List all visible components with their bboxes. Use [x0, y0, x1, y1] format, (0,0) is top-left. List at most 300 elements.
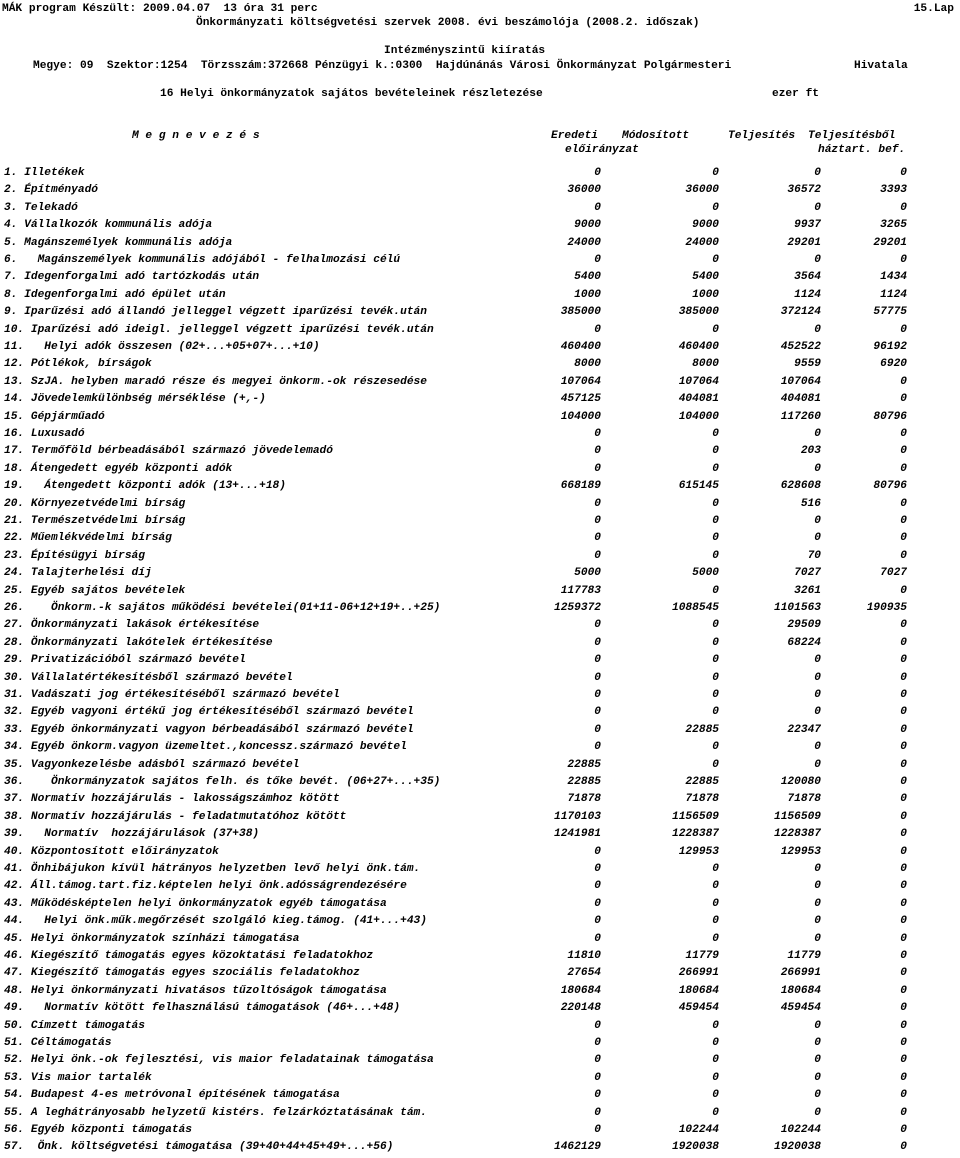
original-value: 0: [594, 654, 601, 667]
original-value: 0: [594, 462, 601, 475]
completion-value: 22347: [787, 723, 821, 736]
household-value: 0: [900, 1002, 907, 1015]
table-row: [0, 1019, 960, 1036]
modified-value: 8000: [692, 358, 719, 371]
household-value: 0: [900, 689, 907, 701]
original-value: 0: [594, 1106, 601, 1119]
table-row: [0, 810, 960, 827]
modified-value: 459454: [678, 1002, 719, 1015]
modified-value: 0: [712, 1054, 719, 1067]
original-value: 0: [594, 741, 601, 754]
modified-value: 0: [712, 462, 719, 475]
modified-value: 22885: [685, 723, 719, 736]
household-value: 0: [900, 1124, 907, 1136]
original-value: 0: [594, 201, 601, 214]
modified-value: 385000: [678, 306, 719, 319]
household-value: 0: [900, 967, 907, 980]
household-value: 0: [900, 863, 907, 875]
row-label: 15. Gépjárműadó: [4, 410, 105, 423]
modified-value: 0: [712, 915, 719, 928]
modified-value: 0: [712, 1019, 719, 1032]
table-row: [0, 201, 960, 218]
report-subtitle: Intézményszintű kiíratás: [384, 45, 546, 57]
table-row: [0, 879, 960, 896]
original-value: 5400: [574, 271, 601, 284]
modified-value: 266991: [678, 967, 719, 980]
modified-value: 5400: [692, 271, 719, 284]
modified-value: 0: [712, 584, 719, 597]
modified-value: 0: [712, 201, 719, 214]
row-label: 27. Önkormányzati lakások értékesítése: [4, 619, 260, 632]
household-value: 0: [900, 1019, 907, 1032]
completion-value: 516: [800, 497, 821, 510]
original-value: 0: [594, 549, 601, 562]
table-row: [0, 1001, 960, 1018]
row-label: 16. Luxusadó: [4, 428, 85, 440]
row-label: 25. Egyéb sajátos bevételek: [4, 584, 186, 597]
table-row: [0, 410, 960, 427]
household-value: 0: [900, 254, 907, 266]
row-label: 5. Magánszemélyek kommunális adója: [4, 236, 233, 249]
row-label: 10. Iparűzési adó ideigl. jelleggel végzett iparűzési tevék.után: [4, 323, 434, 336]
household-value: 0: [900, 810, 907, 823]
table-row: [0, 653, 960, 670]
modified-value: 0: [712, 428, 719, 440]
completion-value: 0: [814, 428, 821, 440]
row-label: 49. Normatív kötött felhasználású támogatások (46+...+48): [4, 1002, 401, 1015]
modified-value: 0: [712, 758, 719, 771]
modified-value: 71878: [685, 793, 719, 806]
modified-value: 180684: [678, 984, 719, 997]
original-value: 0: [594, 1071, 601, 1084]
row-label: 52. Helyi önk.-ok fejlesztési, vis maior feladatainak támogatása: [4, 1054, 434, 1067]
household-value: 0: [900, 671, 907, 684]
unit-label: ezer ft: [772, 88, 819, 100]
original-value: 117783: [560, 584, 601, 597]
modified-value: 0: [712, 671, 719, 684]
row-label: 47. Kiegészítő támogatás egyes szociális feladatokhoz: [4, 967, 360, 980]
table-row: [0, 392, 960, 409]
table-row: [0, 1036, 960, 1053]
row-label: 53. Vis maior tartalék: [4, 1071, 152, 1084]
completion-value: 459454: [780, 1002, 821, 1015]
modified-value: 1920038: [672, 1141, 719, 1154]
household-value: 0: [900, 706, 907, 719]
original-value: 22885: [567, 758, 601, 771]
modified-value: 1000: [692, 288, 719, 301]
row-label: 36. Önkormányzatok sajátos felh. és tőke bevét. (06+27+...+35): [4, 776, 441, 788]
household-value: 0: [900, 1089, 907, 1102]
table-title: 16 Helyi önkormányzatok sajátos bevételeinek részletezése: [160, 88, 543, 100]
modified-value: 0: [712, 1037, 719, 1049]
household-value: 80796: [873, 480, 907, 493]
completion-value: 0: [814, 897, 821, 910]
completion-value: 0: [814, 167, 821, 179]
modified-value: 0: [712, 445, 719, 458]
table-row: [0, 462, 960, 479]
row-label: 14. Jövedelemkülönbség mérséklése (+,-): [4, 393, 266, 406]
household-value: 0: [900, 1037, 907, 1049]
completion-value: 0: [814, 532, 821, 545]
table-row: [0, 253, 960, 270]
column-header-name: M e g n e v e z é s: [132, 130, 260, 142]
table-row: [0, 1123, 960, 1140]
original-value: 385000: [560, 306, 601, 319]
completion-value: 102244: [780, 1124, 821, 1136]
table-row: [0, 792, 960, 809]
table-row: [0, 531, 960, 548]
modified-value: 1088545: [672, 602, 719, 614]
household-value: 57775: [873, 306, 907, 319]
modified-value: 129953: [678, 845, 719, 858]
row-label: 41. Önhibájukon kívül hátrányos helyzetben levő helyi önk.tám.: [4, 863, 421, 875]
completion-value: 0: [814, 1054, 821, 1067]
modified-value: 9000: [692, 219, 719, 232]
original-value: 0: [594, 723, 601, 736]
household-value: 29201: [873, 236, 907, 249]
original-value: 0: [594, 497, 601, 510]
completion-value: 1228387: [774, 828, 821, 841]
completion-value: 0: [814, 462, 821, 475]
completion-value: 0: [814, 201, 821, 214]
row-label: 31. Vadászati jog értékesítéséből származó bevétel: [4, 689, 340, 701]
household-value: 0: [900, 445, 907, 458]
household-value: 0: [900, 1106, 907, 1119]
household-value: 0: [900, 462, 907, 475]
modified-value: 0: [712, 863, 719, 875]
household-value: 0: [900, 201, 907, 214]
household-value: 6920: [880, 358, 907, 371]
original-value: 0: [594, 706, 601, 719]
modified-value: 460400: [678, 341, 719, 353]
table-row: [0, 827, 960, 844]
original-value: 104000: [560, 410, 601, 423]
row-label: 7. Idegenforgalmi adó tartózkodás után: [4, 271, 260, 284]
original-value: 0: [594, 167, 601, 179]
report-main-title: Önkormányzati költségvetési szervek 2008. évi beszámolója (2008.2. időszak): [196, 17, 700, 29]
household-value: 0: [900, 880, 907, 893]
household-value: 0: [900, 636, 907, 649]
completion-value: 0: [814, 932, 821, 945]
modified-value: 107064: [678, 375, 719, 388]
completion-value: 1124: [794, 288, 821, 301]
table-row: [0, 601, 960, 618]
modified-value: 0: [712, 497, 719, 510]
modified-value: 0: [712, 254, 719, 266]
column-header-household-2: háztart. bef.: [818, 144, 906, 156]
completion-value: 0: [814, 706, 821, 719]
table-row: [0, 914, 960, 931]
row-label: 32. Egyéb vagyoni értékű jog értékesítéséből származó bevétel: [4, 706, 414, 719]
modified-value: 22885: [685, 776, 719, 788]
original-value: 5000: [574, 567, 601, 580]
table-row: [0, 984, 960, 1001]
completion-value: 129953: [780, 845, 821, 858]
table-row: [0, 1088, 960, 1105]
modified-value: 0: [712, 1089, 719, 1102]
completion-value: 70: [807, 549, 821, 562]
table-row: [0, 671, 960, 688]
original-value: 0: [594, 323, 601, 336]
household-value: 0: [900, 1054, 907, 1067]
modified-value: 0: [712, 1106, 719, 1119]
completion-value: 0: [814, 880, 821, 893]
table-row: [0, 740, 960, 757]
row-label: 55. A leghátrányosabb helyzetű kistérs. felzárkóztatásának tám.: [4, 1106, 427, 1119]
modified-value: 0: [712, 880, 719, 893]
row-label: 44. Helyi önk.műk.megőrzését szolgáló kieg.támog. (41+...+43): [4, 915, 427, 928]
row-label: 26. Önkorm.-k sajátos működési bevételei(01+11-06+12+19+..+25): [4, 602, 441, 614]
household-value: 0: [900, 1141, 907, 1154]
row-label: 3. Telekadó: [4, 201, 78, 214]
table-row: [0, 897, 960, 914]
household-value: 0: [900, 375, 907, 388]
row-label: 57. Önk. költségvetési támogatása (39+40+44+45+49+...+56): [4, 1141, 394, 1154]
household-value: 80796: [873, 410, 907, 423]
table-row: [0, 375, 960, 392]
table-row: [0, 288, 960, 305]
completion-value: 452522: [780, 341, 821, 353]
household-value: 0: [900, 828, 907, 841]
original-value: 180684: [560, 984, 601, 997]
original-value: 9000: [574, 219, 601, 232]
organization-suffix: Hivatala: [854, 60, 908, 72]
table-row: [0, 1053, 960, 1070]
completion-value: 36572: [787, 184, 821, 197]
completion-value: 1101563: [774, 602, 821, 614]
completion-value: 628608: [780, 480, 821, 493]
household-value: 0: [900, 950, 907, 962]
household-value: 3265: [880, 219, 907, 232]
household-value: 0: [900, 758, 907, 771]
modified-value: 0: [712, 897, 719, 910]
table-row: [0, 236, 960, 253]
household-value: 0: [900, 428, 907, 440]
completion-value: 0: [814, 1037, 821, 1049]
household-value: 0: [900, 584, 907, 597]
row-label: 30. Vállalatértékesítésből származó bevétel: [4, 671, 293, 684]
modified-value: 5000: [692, 567, 719, 580]
row-label: 43. Működésképtelen helyi önkormányzatok egyéb támogatása: [4, 897, 387, 910]
completion-value: 0: [814, 741, 821, 754]
household-value: 0: [900, 793, 907, 806]
table-row: [0, 183, 960, 200]
original-value: 0: [594, 636, 601, 649]
modified-value: 0: [712, 706, 719, 719]
original-value: 0: [594, 515, 601, 527]
completion-value: 0: [814, 1106, 821, 1119]
original-value: 0: [594, 689, 601, 701]
original-value: 0: [594, 915, 601, 928]
original-value: 0: [594, 1089, 601, 1102]
column-header-original-2: előirányzat: [565, 144, 639, 156]
original-value: 0: [594, 1124, 601, 1136]
completion-value: 0: [814, 654, 821, 667]
program-line: MÁK program Készült: 2009.04.07 13 óra 31 perc: [2, 3, 318, 15]
row-label: 11. Helyi adók összesen (02+...+05+07+...+10): [4, 341, 320, 353]
household-value: 0: [900, 897, 907, 910]
table-row: [0, 549, 960, 566]
original-value: 1000: [574, 288, 601, 301]
household-value: 0: [900, 393, 907, 406]
completion-value: 0: [814, 254, 821, 266]
modified-value: 36000: [685, 184, 719, 197]
row-label: 19. Átengedett központi adók (13+...+18): [4, 480, 286, 493]
completion-value: 7027: [794, 567, 821, 580]
modified-value: 0: [712, 549, 719, 562]
row-label: 42. Áll.támog.tart.fiz.képtelen helyi önk.adósságrendezésére: [4, 880, 407, 893]
household-value: 0: [900, 984, 907, 997]
original-value: 0: [594, 1054, 601, 1067]
original-value: 0: [594, 932, 601, 945]
table-row: [0, 305, 960, 322]
modified-value: 0: [712, 741, 719, 754]
household-value: 0: [900, 1071, 907, 1084]
completion-value: 1920038: [774, 1141, 821, 1154]
column-header-completion: Teljesítés: [728, 130, 796, 142]
original-value: 0: [594, 1037, 601, 1049]
table-row: [0, 357, 960, 374]
household-value: 1434: [880, 271, 907, 284]
table-row: [0, 497, 960, 514]
original-value: 0: [594, 428, 601, 440]
table-row: [0, 323, 960, 340]
modified-value: 0: [712, 515, 719, 527]
completion-value: 9937: [794, 219, 821, 232]
household-value: 0: [900, 323, 907, 336]
row-label: 46. Kiegészítő támogatás egyes közoktatási feladatokhoz: [4, 950, 374, 962]
household-value: 0: [900, 723, 907, 736]
page-number: 15.Lap: [913, 3, 954, 15]
row-label: 45. Helyi önkormányzatok színházi támogatása: [4, 932, 300, 945]
row-label: 1. Illetékek: [4, 167, 85, 179]
table-row: [0, 340, 960, 357]
table-row: [0, 775, 960, 792]
table-row: [0, 705, 960, 722]
household-value: 3393: [880, 184, 907, 197]
table-row: [0, 932, 960, 949]
completion-value: 9559: [794, 358, 821, 371]
completion-value: 0: [814, 863, 821, 875]
row-label: 33. Egyéb önkormányzati vagyon bérbeadásából származó bevétel: [4, 723, 414, 736]
completion-value: 372124: [780, 306, 821, 319]
completion-value: 0: [814, 323, 821, 336]
original-value: 0: [594, 1019, 601, 1032]
modified-value: 0: [712, 636, 719, 649]
completion-value: 0: [814, 671, 821, 684]
table-row: [0, 688, 960, 705]
original-value: 0: [594, 619, 601, 632]
original-value: 457125: [560, 393, 601, 406]
row-label: 17. Termőföld bérbeadásából származó jövedelemadó: [4, 445, 333, 458]
table-row: [0, 1071, 960, 1088]
modified-value: 0: [712, 689, 719, 701]
row-label: 22. Műemlékvédelmi bírság: [4, 532, 172, 545]
household-value: 0: [900, 515, 907, 527]
household-value: 0: [900, 497, 907, 510]
household-value: 0: [900, 845, 907, 858]
household-value: 0: [900, 619, 907, 632]
table-row: [0, 566, 960, 583]
table-row: [0, 444, 960, 461]
row-label: 24. Talajterhelési díj: [4, 567, 152, 580]
completion-value: 29509: [787, 619, 821, 632]
table-row: [0, 218, 960, 235]
completion-value: 3564: [794, 271, 821, 284]
table-row: [0, 862, 960, 879]
row-label: 18. Átengedett egyéb központi adók: [4, 462, 233, 475]
table-row: [0, 166, 960, 183]
original-value: 1170103: [554, 810, 601, 823]
row-label: 54. Budapest 4-es metróvonal építésének támogatása: [4, 1089, 340, 1102]
modified-value: 0: [712, 1071, 719, 1084]
modified-value: 0: [712, 323, 719, 336]
original-value: 24000: [567, 236, 601, 249]
completion-value: 0: [814, 758, 821, 771]
original-value: 1462129: [554, 1141, 601, 1154]
original-value: 0: [594, 897, 601, 910]
table-row: [0, 845, 960, 862]
household-value: 0: [900, 167, 907, 179]
completion-value: 0: [814, 1019, 821, 1032]
modified-value: 24000: [685, 236, 719, 249]
row-label: 21. Természetvédelmi bírság: [4, 515, 186, 527]
modified-value: 0: [712, 932, 719, 945]
original-value: 220148: [560, 1002, 601, 1015]
organization-line: Megye: 09 Szektor:1254 Törzsszám:372668 Pénzügyi k.:0300 Hajdúnánás Városi Önkormányzat Polgármesteri: [33, 60, 732, 72]
row-label: 39. Normatív hozzájárulások (37+38): [4, 828, 260, 841]
row-label: 20. Környezetvédelmi bírság: [4, 497, 186, 510]
completion-value: 120080: [780, 776, 821, 788]
row-label: 56. Egyéb központi támogatás: [4, 1124, 192, 1136]
completion-value: 68224: [787, 636, 821, 649]
original-value: 1241981: [554, 828, 601, 841]
household-value: 7027: [880, 567, 907, 580]
original-value: 1259372: [554, 602, 601, 614]
row-label: 6. Magánszemélyek kommunális adójából - felhalmozási célú: [4, 254, 401, 266]
modified-value: 404081: [678, 393, 719, 406]
row-label: 35. Vagyonkezelésbe adásból származó bevétel: [4, 758, 300, 771]
completion-value: 404081: [780, 393, 821, 406]
table-row: [0, 1106, 960, 1123]
row-label: 34. Egyéb önkorm.vagyon üzemeltet.,koncessz.származó bevétel: [4, 741, 407, 754]
completion-value: 0: [814, 515, 821, 527]
modified-value: 0: [712, 532, 719, 545]
table-row: [0, 514, 960, 531]
completion-value: 0: [814, 1089, 821, 1102]
completion-value: 0: [814, 689, 821, 701]
row-label: 38. Normatív hozzájárulás - feladatmutatóhoz kötött: [4, 810, 347, 823]
row-label: 13. SzJA. helyben maradó része és megyei önkorm.-ok részesedése: [4, 375, 427, 388]
household-value: 0: [900, 549, 907, 562]
completion-value: 1156509: [774, 810, 821, 823]
table-row: [0, 584, 960, 601]
original-value: 668189: [560, 480, 601, 493]
modified-value: 104000: [678, 410, 719, 423]
table-row: [0, 758, 960, 775]
original-value: 0: [594, 845, 601, 858]
table-row: [0, 966, 960, 983]
row-label: 4. Vállalkozók kommunális adója: [4, 219, 213, 232]
completion-value: 203: [800, 445, 821, 458]
modified-value: 11779: [685, 950, 719, 962]
completion-value: 3261: [794, 584, 821, 597]
row-label: 28. Önkormányzati lakótelek értékesítése: [4, 636, 273, 649]
table-row: [0, 636, 960, 653]
household-value: 1124: [880, 288, 907, 301]
completion-value: 266991: [780, 967, 821, 980]
household-value: 0: [900, 532, 907, 545]
